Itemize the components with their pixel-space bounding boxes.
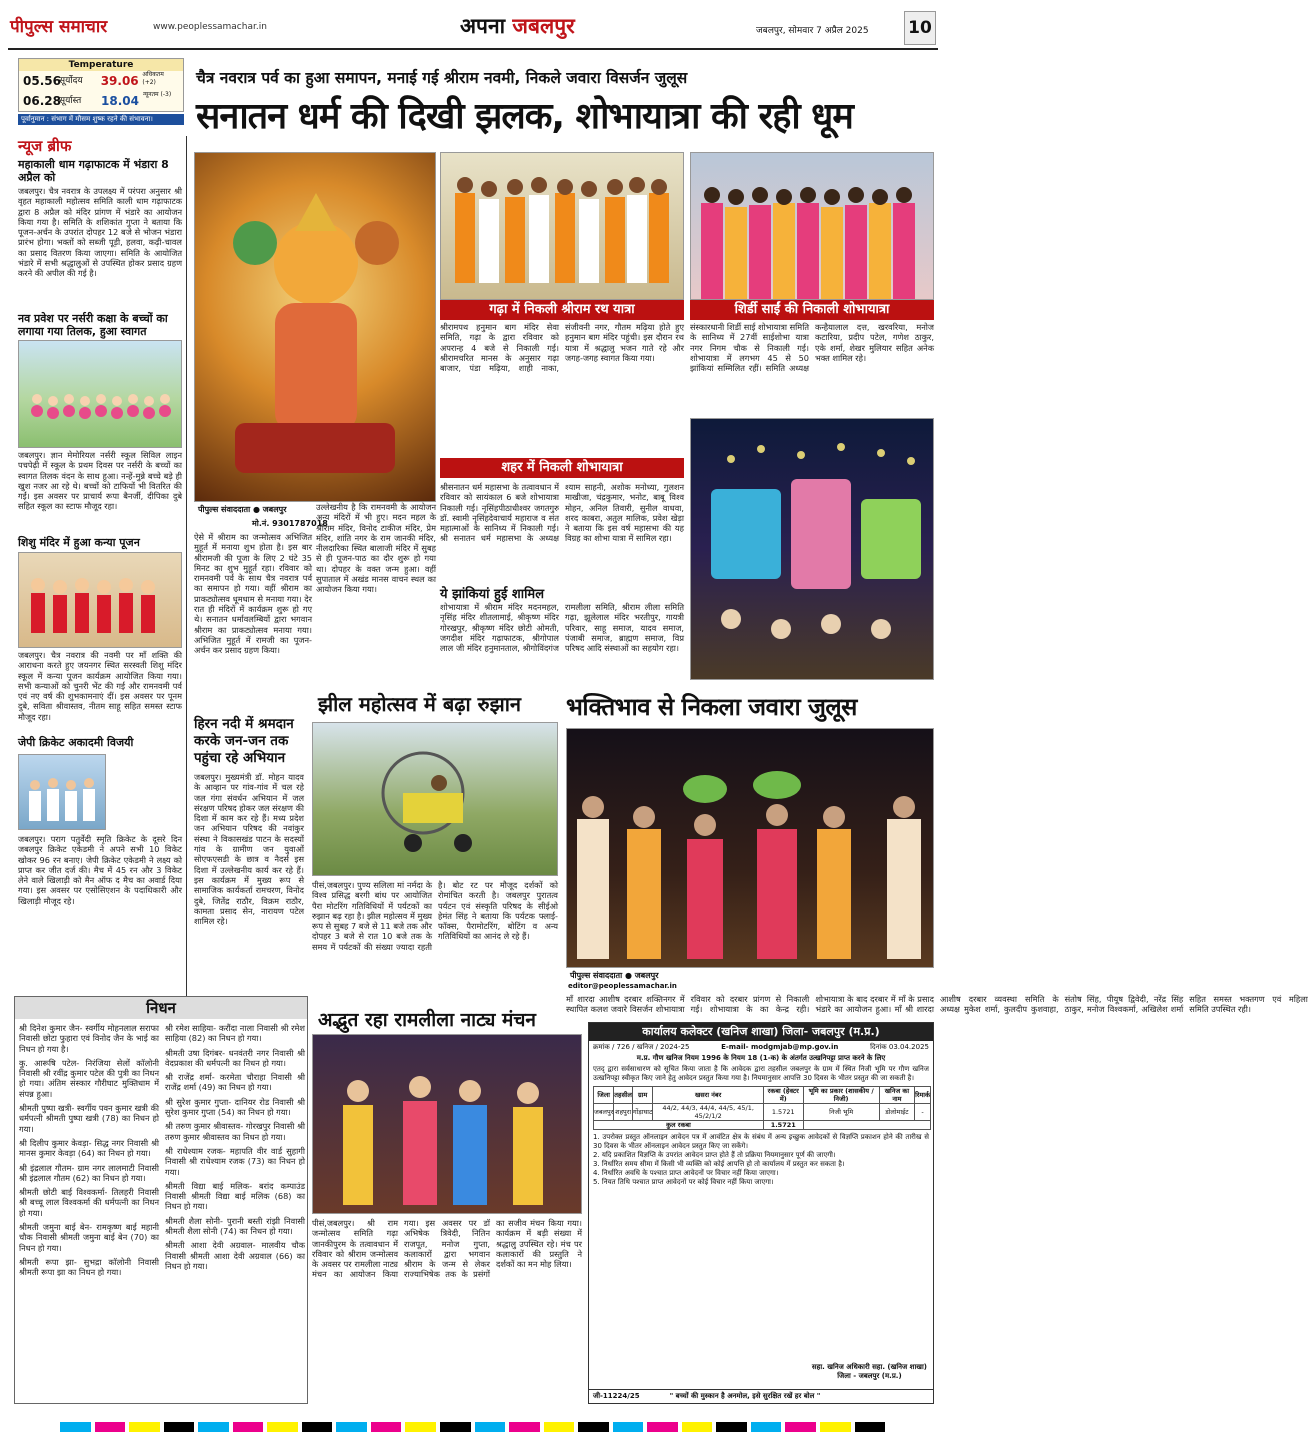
photo-caption: शिर्डी साईं की निकाली शोभायात्रा [690, 300, 934, 320]
table-cell: डोलोमाईट [879, 1104, 914, 1121]
obituary-item: श्री राजेंद्र शर्मा- करमेता चौराहा निवासी श्री राजेंद्र शर्मा (49) का निधन हो गया। [165, 1072, 305, 1093]
kanya-pujan-photo [18, 552, 182, 648]
obituary-item: श्री रमेश साहिया- करौंदा नाला निवासी श्री रमेश साहिया (82) का निधन हो गया। [165, 1023, 305, 1044]
kicker: चैत्र नवरात्र पर्व का हुआ समापन, मनाई गई श्रीराम नवमी, निकले जवारा विसर्जन जुलूस [196, 69, 688, 87]
kanya-group-graphic [19, 553, 183, 649]
photo-caption: गढ़ा में निकली श्रीराम रथ यात्रा [440, 300, 684, 320]
night-procession-photo [690, 418, 934, 680]
notice-clause: 5. नियत तिथि पश्चात प्राप्त आवेदनों पर कोई विचार नहीं किया जाएगा। [593, 1178, 774, 1186]
notice-clause: 2. यदि प्रकाशित विज्ञप्ति के उपरांत आवेदन प्राप्त होते हैं तो प्रक्रिया नियमानुसार पूर्ण की जाएगी। [593, 1151, 836, 1159]
shirdi-sai-photo [690, 152, 934, 300]
article-col: श्रीरामपथ हनुमान बाग मंदिर सेवा समिति, गढ़ा के द्वारा रविवार को अपरान्ह 4 बजे से निकाली गई। श्रीरामचरित मानस के अनुसार गढ़ा बाजार, पंडा मढ़िया, शाही नाका, संजीवनी नगर, गौतम मढ़िया होते हुए हनुमान बाग मंदिर पहुंची। इस दौरान रथ यात्रा में श्रद्धालु भजन गाते रहे और जगह-जगह स्वागत किया गया। [440, 322, 684, 374]
signature-line: जिला - जबलपुर (म.प्र.) [837, 1372, 902, 1380]
sunset-time: 06.28 [23, 94, 61, 108]
notice-clause: 4. निर्धारित अवधि के पश्चात प्राप्त आवेदनों पर विचार नहीं किया जाएगा। [593, 1169, 779, 1177]
section-heading: हिरन नदी में श्रमदान करके जन-जन तक पहुंचा रहे अभियान [194, 716, 294, 766]
jawara-procession-photo [566, 728, 934, 968]
jawara-procession-graphic [567, 729, 935, 969]
email-credit[interactable]: editor@peoplessamachar.in [568, 982, 677, 990]
obituary-item: श्री दिनेश कुमार जैन- स्वर्गीय मोहनलाल सराफा निवासी छोटा फुहारा एवं विनोद जैन के भाई का निधन हो गया है। [19, 1023, 159, 1054]
masthead [8, 8, 938, 50]
section-heading: अद्भुत रहा रामलीला नाट्य मंचन [318, 1009, 536, 1031]
ramlila-stage-photo [312, 1034, 582, 1214]
obituary-item: श्री इंद्रलाल गौतम- ग्राम नगर लालमाटी निवासी श्री इंद्रलाल गौतम (62) का निधन हो गया। [19, 1162, 159, 1183]
signature-line: सहा. खनिज अधिकारी सहा. (खनिज शाखा) [811, 1363, 927, 1371]
notice-title: कार्यालय कलेक्टर (खनिज शाखा) जिला- जबलपुर (म.प्र.) [589, 1023, 933, 1041]
article-col: पीसं,जबलपुर। श्री राम जन्मोत्सव समिति गढ़ा जानकीपुरम के तत्वावधान में रविवार को श्रीराम जन्मोत्सव के अवसर पर रामलीला नाट्य मंचन का आयोजन किया गया। इस अवसर पर डॉ अभिषेक त्रिवेदी, नितिन राजपूत, मनोज गुप्ता, कलाकारों द्वारा भगवान श्रीराम के जन्म से लेकर राज्याभिषेक तक के प्रसंगों का सजीव मंचन किया गया। कार्यक्रम में बड़ी संख्या में श्रद्धालु उपस्थित रहे। मंच पर कलाकारों की प्रस्तुति ने दर्शकों का मन मोह लिया। [312, 1218, 582, 1280]
brief-headline: महाकाली धाम गढ़ाफाटक में भंडारा 8 अप्रैल को [18, 158, 169, 184]
rath-yatra-graphic [441, 153, 685, 301]
obituary-item: श्रीमती पुष्पा खत्री- स्वर्गीय पवन कुमार खत्री की धर्मपत्नी श्रीमती पुष्पा खत्री (78) का निधन हो गया। [19, 1103, 159, 1134]
obituary-list [165, 1023, 305, 1401]
article-col: संस्कारधानी शिर्डी साई शोभायात्रा समिति के सानिध्य में 27वीं साईशोभा यात्रा नगर निगम चौक से निकाली गई। शोभायात्रा में लगभग 45 से 50 झांकियां सम्मिलित रहीं। समिति अध्यक्ष कन्हैयालाल दत्त, खरवरिया, मनोज कटारिया, प्रदीप पटेल, गणेश ठाकुर, एके शर्मा, शेखर मुलियार सहित अनेक भक्त शामिल रहे। [690, 322, 934, 374]
total-label: कुल रकबा [594, 1121, 764, 1130]
nidhan-title: निधन [15, 997, 307, 1019]
article-col: पीसं,जबलपुर। पुण्य सलिला मां नर्मदा के विश्व प्रसिद्ध बरगी बांध पर आयोजित पैरा मोटरिंग गतिविधियों में पर्यटकों का रुझान बढ़ रहा है। झील महोत्सव में मुख्य रूप से सुबह 7 बजे से 11 बजे तक और दोपहर 3 बजे से रात 10 बजे तक के समय में पर्यटकों की संख्या ज्यादा रहती है। बोट रट पर मौजूद दर्शकों को रोमांचित करती है। जबलपुर पुरातत्व पर्यटन एवं संस्कृति परिषद के सीईओ हेमंत सिंह ने बताया कि पर्यटक फ्लाई-फॉक्स, पैरामोटरिंग, बोटिंग व अन्य गतिविधियों का आनंद ले रहे हैं। [312, 880, 558, 952]
table-header: खनिज का नाम [879, 1087, 914, 1104]
brief-headline: जेपी क्रिकेट अकादमी विजयी [18, 736, 134, 749]
max-temp-tag: अधिकतम (+2) [142, 71, 164, 86]
notice-code: जी-11224/25 [593, 1392, 640, 1400]
brand-logo: पीपुल्स समाचार [10, 17, 108, 37]
obituary-item: श्री दिलीप कुमार केवड़ा- सिद्ध नगर निवासी श्री मानस कुमार केवड़ा (64) का निधन हो गया। [19, 1137, 159, 1159]
notice-slogan: " बच्चों की मुस्कान है अनमोल, इसे सुरक्षित रखें हर बोल " [669, 1392, 821, 1400]
page-number: 10 [904, 11, 936, 45]
tender-notice [588, 1022, 934, 1404]
article-col: उल्लेखनीय है कि रामनवमी के आयोजन अन्य मंदिरों में भी हुए। मदन महल के श्रीराम मंदिर, विनोद टाकीज मंदिर, प्रेम मंदिर, शांति नगर के राम जानकी मंदिर, नीलदारिका स्थित बालाजी मंदिर में सुबह से ही पूजन-पाठ का दौर शुरू हो गया था। दोपहर के वक्त जन्म हुआ। वहीं सुपाताल में अखंड मानस वाचन स्थल का आयोजन किया गया। [316, 502, 436, 595]
notice-footer [589, 1389, 933, 1403]
hanuman-idol-photo [194, 152, 436, 502]
nursery-photo [18, 340, 182, 448]
ramlila-actors-graphic [313, 1035, 583, 1215]
notice-signature [812, 1363, 927, 1381]
table-cell: शहपुरा [614, 1104, 633, 1121]
sunrise-label: सूर्योदय [59, 76, 83, 86]
weather-row [19, 71, 183, 91]
brief-body: जबलपुर। ज्ञान मेमोरियल नर्सरी स्कूल सिविल लाइन पचपेढ़ी में स्कूल के प्रथम दिवस पर नर्सरी के बच्चों का स्वागत तिलक वंदन के साथ हुआ। नन्हें-मुन्ने बच्चे बड़े ही खुश नजर आ रहे थे। बच्चों को टाफियों भी वितरित की गईं। इस अवसर पर प्राचार्य रूपा बैनर्जी, दीपिका दुबे सहित स्कूल का स्टाफ मौजूद रहा। [18, 450, 182, 512]
notice-date: दिनांक 03.04.2025 [870, 1043, 929, 1051]
table-cell: 44/2, 44/3, 44/4, 44/5, 45/1, 45/2/1/2 [653, 1104, 764, 1121]
total-value: 1.5721 [763, 1121, 803, 1130]
article-col: श्रीसनातन धर्म महासभा के तत्वावधान में रविवार को सायंकाल 6 बजे शोभायात्रा निकाली गई। नृसिंहपीठाधीश्वर जगतगुरु डॉ. स्वामी नृसिंहदेवाचार्य महाराज व संत महात्माओं के सानिध्य में निकाली गई। श्री सनातन धर्म महासभा के अध्यक्ष श्याम साहनी, अशोक मनोध्या, गुलशन माखीजा, चंद्रकुमार, भनोट, बाबू विश्व मोहन, अनिल तिवारी, सुनील वाधवा, शरद काबरा, अतुल मालिक, प्रवेश खेड़ा ने बताया कि इस वर्ष महासभा की यह विग्रह का शोभा यात्रा में सामिल रहा। [440, 482, 684, 544]
min-temp-tag: न्यूनतम (-3) [143, 91, 172, 98]
table-header: जिला [594, 1087, 614, 1104]
site-url[interactable]: www.peoplessamachar.in [153, 22, 267, 32]
table-header: तहसील [614, 1087, 633, 1104]
table-total-row [594, 1121, 931, 1130]
paramotor-graphic [313, 723, 559, 877]
table-cell: - [915, 1104, 931, 1121]
weather-forecast: पूर्वानुमान : संभाग में मौसम शुष्क रहने की संभावना। [18, 114, 184, 125]
obituary-item: श्रीमती जमुना बाई बेन- रामकृष्ण बाई महानी चौक निवासी श्रीमती जमुना बाई बेन (70) का निधन हो गया। [19, 1222, 159, 1253]
table-cell: जबलपुर [594, 1104, 614, 1121]
obituary-list [19, 1023, 159, 1401]
obituary-item: श्रीमती छोटी बाई विश्वकर्मा- तिलहरी निवासी श्री बच्चू लाल विश्वकर्मा की धर्मपत्नी का निधन हो गया। [19, 1187, 159, 1218]
section-prefix: अपना [460, 14, 513, 38]
article-col: जबलपुर। मुख्यमंत्री डॉ. मोहन यादव के आव्हान पर गांव-गांव में चल रहे जल गंगा संवर्धन अभियान में जल संरक्षण परिषद होकर जल संरक्षण की दिशा में काम कर रहे हैं। मध्य प्रदेश जन अभियान परिषद की नवांकुर संस्था ने विकासखंड पाटन के सदस्यों गांव के ग्रामीण जन युवाओं सोएफएसडी के छात्र व नैदर्स इस दिशा में उल्लेखनीय कार्य कर रहे हैं। इस कार्यक्रम में मुख्य रूप से सामाजिक कार्यकर्ता रामचरण, विनोद दुबे, जितेंद्र राठौर, विक्रम राठौर, कामता प्रसाद सेन, नारायण पटेल शामिल रहे। [194, 772, 304, 927]
obituary-item: श्रीमती रूपा झा- सुभद्रा कॉलोनी निवासी श्रीमती रूपा झा का निधन हो गया। [19, 1256, 159, 1278]
section-city: जबलपुर [512, 14, 575, 38]
children-group-graphic [19, 341, 183, 449]
max-temp: 39.06 [100, 74, 139, 88]
section-heading: शहर में निकली शोभायात्रा [440, 458, 684, 478]
news-brief-title: न्यूज ब्रीफ [18, 137, 72, 155]
table-header: रकबा (हेक्टर में) [763, 1087, 803, 1104]
obituary-item: श्री तरुण कुमार श्रीवास्तव- गोरखपुर निवासी श्री तरुण कुमार श्रीवास्तव का निधन हो गया। [165, 1121, 305, 1142]
sunrise-time: 05.56 [23, 74, 61, 88]
notice-clauses [589, 1130, 933, 1190]
table-header: रिमार्क [915, 1087, 931, 1104]
obituary-item: श्रीमती उषा दिगंबर- धनवंतरी नगर निवासी श्री वेदप्रकाश की धर्मपत्नी का निधन हो गया। [165, 1047, 305, 1068]
brief-headline: नव प्रवेश पर नर्सरी कक्षा के बच्चों का लगाया गया तिलक, हुआ स्वागत [18, 312, 168, 338]
obituary-item: कु. आरूषि पटेल- निरंजिया सेलों कॉलोनी निवासी श्री रवींद्र कुमार पटेल की पुत्री का निधन हो गया। अंतिम संस्कार गौरीघाट मुक्तिधाम में संपन्न हुआ। [19, 1057, 159, 1099]
color-registration-bar [60, 1422, 885, 1432]
cricket-photo [18, 754, 106, 830]
weather-title: Temperature [19, 59, 183, 71]
notice-subject: म.प्र. गौण खनिज नियम 1996 के नियम 18 (1-क) के अंतर्गत उत्खनिपट्टा प्राप्त करने के लिए [636, 1054, 886, 1062]
table-header: भूमि का प्रकार (शासकीय / निजी) [803, 1087, 879, 1104]
nidhan-box [14, 996, 308, 1404]
article-col: ऐसे में श्रीराम का जन्मोत्सव अभिजित मुहूर्त में मनाया शुभ होता है। इस बार श्रीरामजी की पूजा के लिए 2 घंटे 35 मिनट का शुभ मुहूर्त रहा। रविवार को रामनवमी पर्व के साथ चैत्र नवरात्र पर्व का समापन हो गया। वहीं श्रीराम का प्राकट्योत्सव धूमधाम से मनाया गया। देर रात ही मंदिरों में कार्यक्रम शुरू हो गए थे। सनातन धर्मावलम्बियों द्वारा भगवान श्रीराम का प्राकट्योत्सव मनाया गया। अभिजित मुहूर्त में रामजी का पूजन-अर्चन कर प्रसाद ग्रहण किया। [194, 532, 312, 656]
table-cell: 1.5721 [763, 1104, 803, 1121]
paramotor-photo [312, 722, 558, 876]
brief-headline: शिशु मंदिर में हुआ कन्या पूजन [18, 536, 140, 549]
obituary-item: श्री सुरेश कुमार गुप्ता- दानियर रोड निवासी श्री सुरेश कुमार गुप्ता (54) का निधन हो गया। [165, 1096, 305, 1118]
obituary-item: श्रीमती आशा देवी अग्रवाल- मालवीय चौक निवासी श्रीमती आशा देवी अग्रवाल (66) का निधन हो गया। [165, 1240, 305, 1271]
notice-table [593, 1086, 931, 1130]
obituary-item: श्रीमती विद्या बाई मलिक- बरांद कम्पाउंड निवासी श्रीमती विद्या बाई मलिक (68) का निधन हो गया। [165, 1180, 305, 1212]
notice-meta [589, 1041, 933, 1054]
hanuman-idol-graphic [195, 153, 437, 503]
brief-body: जबलपुर। चैत्र नवरात्र के उपलक्ष्य में परंपरा अनुसार श्री वृहत महाकाली महोत्सव समिति काली धाम गढ़ाफाटक द्वारा 8 अप्रैल को मंदिर प्रांगण में भंडारे का आयोजन किया गया है। समिति के शशिकांत गुप्ता ने बताया कि पूजन-अर्चन के उपरांत दोपहर 12 बजे से भोजन भंडारा प्रारंभ होगा। भक्तों को सब्जी पूड़ी, हलवा, कढ़ी-चावल का प्रसाद वितरण किया जाएगा। समिति के आयोजित भंडारे में सभी श्रद्धालुओं से उपस्थित होकर प्रसाद ग्रहण करने की अपील की गई है। [18, 186, 182, 279]
notice-clause: 3. निर्धारित समय सीमा में किसी भी व्यक्ति को कोई आपत्ति हो तो कार्यालय में प्रस्तुत कर सकता है। [593, 1160, 845, 1168]
notice-intro: एतद् द्वारा सर्वसाधारण को सूचित किया जाता है कि आवेदक द्वारा तहसील जबलपुर के ग्राम में स्थित निजी भूमि पर गौण खनिज उत्खनिपट्टा स्वीकृत किए जाने हेतु आवेदन प्रस्तुत किया गया है। नियमानुसार आपत्ति 30 दिवस के भीतर प्रस्तुत की जा सकती है। [593, 1065, 929, 1082]
section-heading: भक्तिभाव से निकला जवारा जुलूस [566, 693, 857, 721]
section-title [460, 12, 575, 40]
section-heading: झील महोत्सव में बढ़ा रुझान [318, 692, 522, 716]
table-header: खसरा नंबर [653, 1087, 764, 1104]
reporter-mobile: मो.नं. 9301787018 [252, 519, 328, 528]
table-cell: गोंड़ाघाट [632, 1104, 652, 1121]
weather-box [18, 58, 184, 112]
weather-row [19, 91, 183, 111]
dateline: जबलपुर, सोमवार 7 अप्रैल 2025 [756, 26, 869, 36]
illuminated-tableaux-graphic [691, 419, 935, 681]
obituary-item: श्री राधेश्याम रजक- महापति वीर वार्ड सुहागी निवासी श्री राधेश्याम रजक (73) का निधन हो गया। [165, 1145, 305, 1177]
notice-ref: क्रमांक / 726 / खनिज / 2024-25 [593, 1043, 690, 1051]
obituary-item: श्रीमती शैला सोनी- पुरानी बस्ती रांझी निवासी श्रीमती शैला सोनी (74) का निधन हो गया। [165, 1215, 305, 1237]
article-col: माँ शारदा आशीष दरबार शक्तिनगर में स्थापित कलश जवारे विसर्जन शोभायात्रा रविवार को दरबार प्रांगण से निकाली गई। शोभायात्रा के का केन्द्र रही। शोभायात्रा के बाद दरबार में माँ के प्रसाद भंडारे का आयोजन हुआ। माँ श्री शारदा आशीष दरबार व्यवस्था समिति के अध्यक्ष मुकेश शर्मा, कुलदीप कुशवाहा, संतोष सिंह, पीयूष द्विवेदी, नरेंद्र सिंह ठाकुर, मनोज विश्वकर्मा, अखिलेश शर्मा सहित समस्त भक्तगण एवं महिला समिति उपस्थित रही। [566, 994, 1308, 1015]
photo-credit: पीपुल्स संवाददाता ● जबलपुर [198, 505, 287, 514]
section-heading: ये झांकियां हुई शामिल [440, 587, 545, 602]
table-header: ग्राम [632, 1087, 652, 1104]
headline: सनातन धर्म की दिखी झलक, शोभायात्रा की रही धूम [196, 96, 853, 137]
sunset-label: सूर्यास्त [59, 96, 82, 106]
brief-body: जबलपुर। पराग पतुर्वेदी स्मृति क्रिकेट के दूसरे दिन जबलपुर क्रिकेट एकेडमी ने अपने सभी 10 विकेट खोकर 96 रन बनाए। जेपी क्रिकेट एकेडमी ने लक्ष्य को प्राप्त कर जीत दर्ज की। मैच में 45 रन और 3 विकेट लेने वाले खिलाड़ी को मैन ऑफ द मैच का अवार्ड दिया गया। इस अवसर पर एसोसिएशन के पदाधिकारी और खिलाड़ी मौजूद रहे। [18, 834, 182, 906]
brief-body: जबलपुर। चैत्र नवरात्र की नवमी पर माँ शक्ति की आराधना करते हुए जयनगर स्थित सरस्वती शिशु मंदिर स्कूल में कन्या पूजन कार्यक्रम आयोजित किया गया। सभी कन्याओं को चुनरी भेंट की गई और रामनवमी पर्व एवं नए वर्ष की शुभकामनाएं दीं। इस अवसर पर पूनम दुबे, सविता श्रीवास्तव, नीतम साहू सहित समस्त स्टाफ मौजूद रहा। [18, 650, 182, 722]
photo-credit: पीपुल्स संवाददाता ● जबलपुर [570, 971, 659, 980]
article-col: शोभायात्रा में श्रीराम मंदिर मदनमहल, नृसिंह मंदिर शीतलामाई, श्रीकृष्ण मंदिर गोरखपुर, श्रीकृष्ण मंदिर छोटी ओमती, जगदीश मंदिर गढ़ाफाटक, श्रीगोपाल लाल जी मंदिर हनुमानताल, श्रीगोविंदगंज रामलीला समिति, श्रीराम लीला समिति गढ़ा, झूलेलाल मंदिर भरतीपुर, गायत्री परिवार, साहू समाज, यादव समाज, पंजाबी समाज, ब्राह्मण समाज, विप्र परिषद आदि संस्थाओं का सहयोग रहा। [440, 602, 684, 654]
table-row [594, 1104, 931, 1121]
min-temp: 18.04 [101, 94, 139, 108]
cricket-team-graphic [19, 755, 107, 831]
rath-yatra-photo [440, 152, 684, 300]
notice-email[interactable]: E-mail- modgmjab@mp.gov.in [721, 1043, 839, 1051]
table-cell: निजी भूमि [803, 1104, 879, 1121]
shirdi-procession-graphic [691, 153, 935, 301]
notice-clause: 1. उपरोक्त प्रस्तुत ऑनलाइन आवेदन पत्र में आवंटित क्षेत्र के संबंध में अन्य इच्छुक आवेदकों से विज्ञप्ति प्रकाशन होने की तारीख से 30 दिवस के भीतर ऑनलाइन आवेदन प्रस्तुत किए जा सकेंगे। [593, 1133, 929, 1150]
